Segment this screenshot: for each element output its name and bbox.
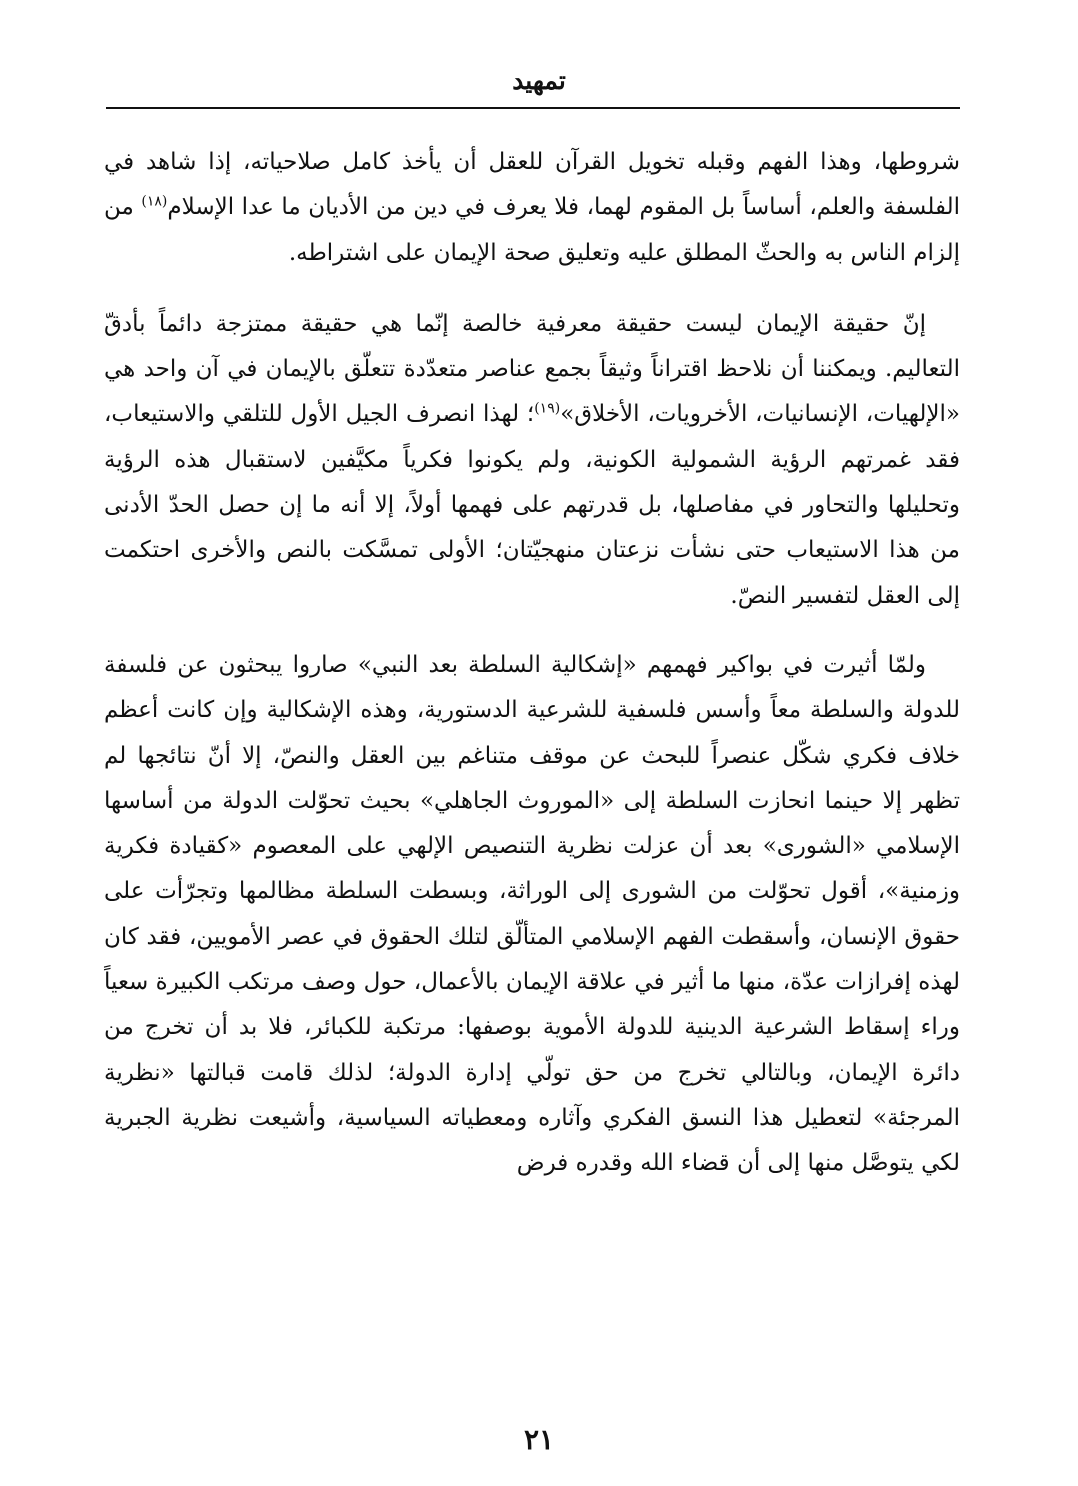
paragraph-spacer	[104, 619, 960, 643]
paragraph-1-text-a: شروطها، وهذا الفهم وقبله تخويل القرآن للعقل أن يأخذ كامل صلاحياته، إذا شاهد في الفلسفة والعلم، أساساً بل المقوم لهما، فلا يعرف في دين من الأديان ما عدا الإسلام	[104, 149, 961, 221]
paragraph-2-text-a: إنّ حقيقة الإيمان ليست حقيقة معرفية خالصة إنّما هي حقيقة ممتزجة دائماً بأدقّ التعاليم. ويمكننا أن نلاحظ اقتراناً وثيقاً بجمع عناصر متعدّدة تتعلّق بالإيمان في آن واحد هي «الإلهيات، الإنسانيات، الأخرويات، الأخلاق»	[104, 310, 960, 428]
paragraph-1	[104, 140, 960, 276]
footnote-reference-19: (١٩)	[534, 400, 561, 417]
body-text	[104, 140, 960, 1187]
paragraph-2	[104, 302, 960, 619]
running-head: تمهيد	[512, 66, 566, 95]
paragraph-spacer	[104, 276, 960, 302]
footnote-reference-18: (١٨)	[141, 193, 168, 210]
paragraph-3	[104, 643, 960, 1187]
page-number: ٢١	[523, 1423, 555, 1456]
paragraph-2-text-b: ؛ لهذا انصرف الجيل الأول للتلقي والاستيعاب، فقد غمرتهم الرؤية الشمولية الكونية، ولم يكونوا فكرياً مكيَّفين لاستقبال هذه الرؤية وتحليلها والتحاور في مفاصلها، بل قدرتهم على فهمها أولاً، إلا أنه ما إن حصل الحدّ الأدنى من هذا الاستيعاب حتى نشأت نزعتان منهجيّتان؛ الأولى تمسَّكت بالنص والأخرى احتكمت إلى العقل لتفسير النصّ.	[104, 401, 960, 609]
paragraph-1-text-b: من إلزام الناس به والحثّ المطلق عليه وتعليق صحة الإيمان على اشتراطه.	[104, 194, 960, 266]
paragraph-3-text: ولمّا أثيرت في بواكير فهمهم «إشكالية السلطة بعد النبي» صاروا يبحثون عن فلسفة للدولة والسلطة معاً وأسس فلسفية للشرعية الدستورية، وهذه الإشكالية وإن كانت أعظم خلاف فكري شكّل عنصراً للبحث عن موقف متناغم بين العقل والنصّ، إلا أنّ نتائجها لم تظهر إلا حينما انحازت السلطة إلى «الموروث الجاهلي» بحيث تحوّلت الدولة من أساسها الإسلامي «الشورى» بعد أن عزلت نظرية التنصيص الإلهي على المعصوم «كقيادة فكرية وزمنية»، أقول تحوّلت من الشورى إلى الوراثة، وبسطت السلطة مظالمها وتجرّأت على حقوق الإنسان، وأسقطت الفهم الإسلامي المتألّق لتلك الحقوق في عصر الأمويين، فقد كان لهذه إفرازات عدّة، منها ما أثير في علاقة الإيمان بالأعمال، حول وصف مرتكب الكبيرة سعياً وراء إسقاط الشرعية الدينية للدولة الأموية بوصفها: مرتكبة للكبائر، فلا بد أن تخرج من دائرة الإيمان، وبالتالي تخرج من حق تولّي إدارة الدولة؛ لذلك قامت قبالتها «نظرية المرجئة» لتعطيل هذا النسق الفكري وآثاره ومعطياته السياسية، وأشيعت نظرية الجبرية لكي يتوصَّل منها إلى أن قضاء الله وقدره فرض	[104, 651, 961, 1177]
header-rule	[106, 107, 960, 109]
